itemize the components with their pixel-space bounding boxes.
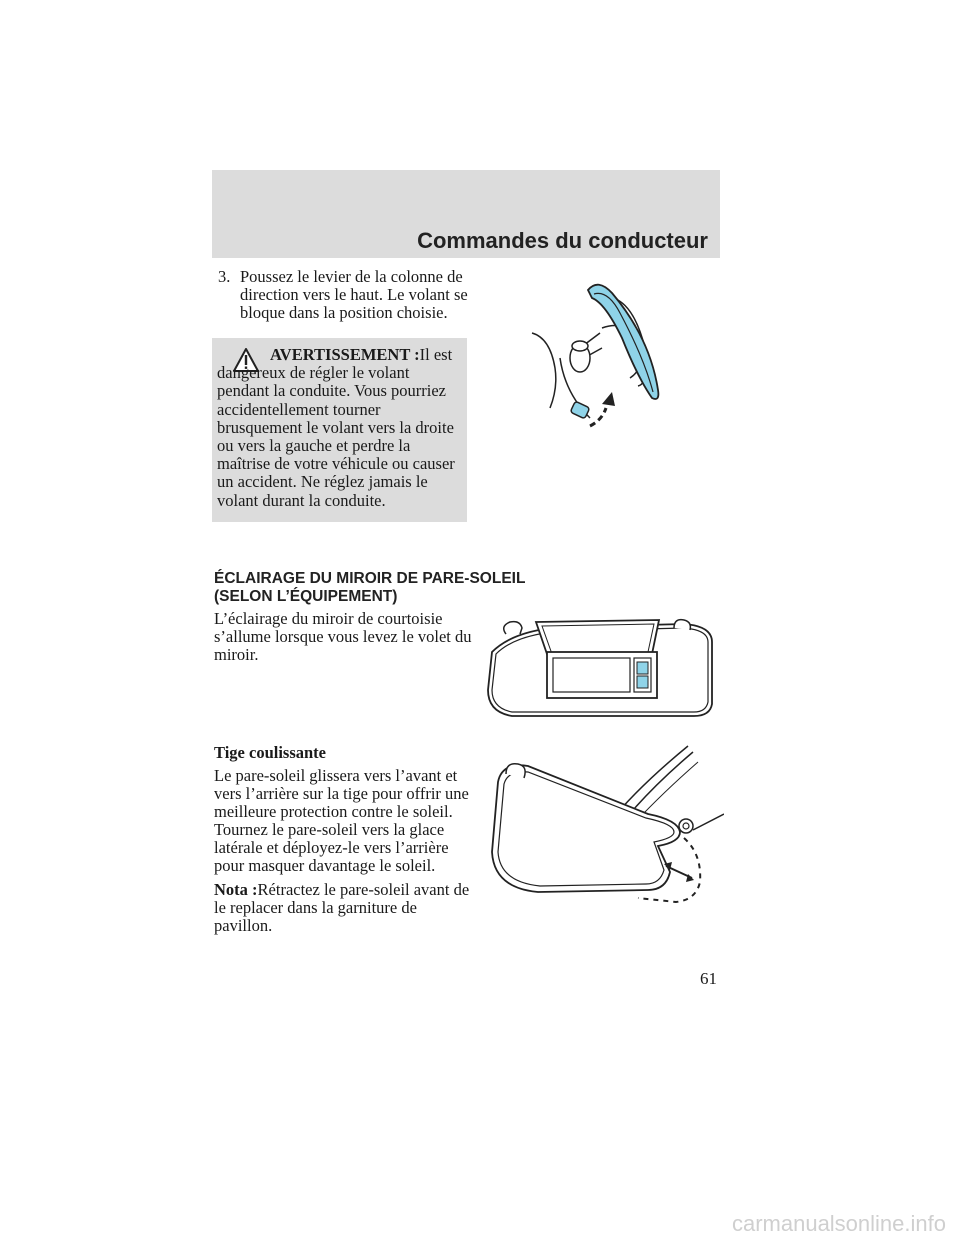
page-number: 61	[700, 969, 717, 988]
step-number: 3.	[218, 267, 231, 286]
slide-rod-paragraph: Le pare-soleil glissera vers l’avant et vers l’arrière sur la tige pour offrir une meilleure protection contre le soleil. Tournez le pare-soleil vers la glace latérale et déployez-le vers l’arrière pour masquer davantage le soleil.	[214, 766, 469, 875]
step-3	[214, 268, 470, 322]
vanity-mirror-illustration	[484, 612, 720, 722]
watermark: carmanualsonline.info	[731, 1211, 946, 1236]
section-heading-line2: (SELON L’ÉQUIPEMENT)	[214, 588, 398, 605]
warning-box	[212, 338, 467, 522]
note-text: Rétractez le pare-soleil avant de le replacer dans la garniture de pavillon.	[214, 880, 470, 935]
section-heading-line1: ÉCLAIRAGE DU MIROIR DE PARE-SOLEIL	[214, 570, 526, 587]
header-band	[212, 170, 720, 258]
warning-label: AVERTISSEMENT :	[270, 345, 420, 364]
mirror-paragraph: L’éclairage du miroir de courtoisie s’allume lorsque vous levez le volet du miroir.	[214, 609, 472, 664]
sun-visor-slide-illustration	[488, 742, 724, 912]
section-heading	[214, 570, 594, 606]
note-paragraph	[214, 881, 474, 935]
warning-body: Il est dangereux de régler le volant pendant la conduite. Vous pourriez accidentellement tourner brusquement le volant vers la droite ou vers la gauche et perdre la maîtrise de votre véhicule ou causer un accident. Ne réglez jamais le volant durant la conduite.	[217, 345, 455, 510]
note-label: Nota :	[214, 880, 258, 899]
steering-wheel-illustration	[520, 268, 725, 438]
sub-heading: Tige coulissante	[214, 743, 326, 762]
step-text: Poussez le levier de la colonne de direction vers le haut. Le volant se bloque dans la position choisie.	[240, 267, 468, 322]
page-title: Commandes du conducteur	[417, 228, 708, 253]
warning-text	[217, 346, 465, 510]
